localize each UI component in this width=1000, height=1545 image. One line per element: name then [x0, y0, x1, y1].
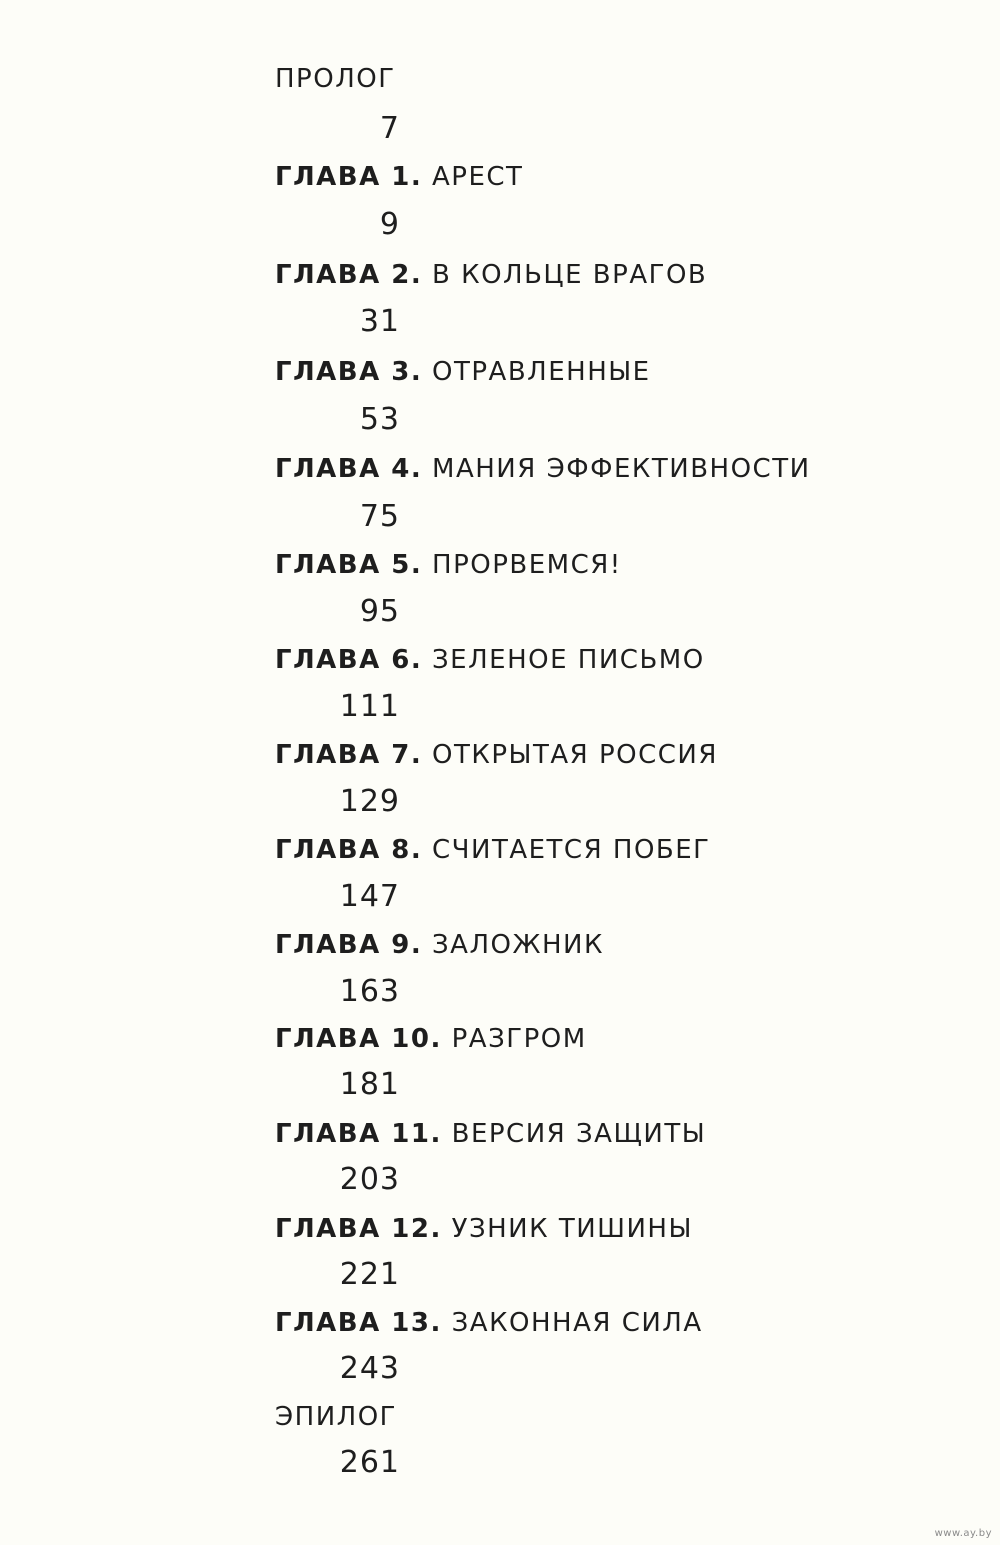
toc-entry-page-epilogue: 261 — [339, 1445, 400, 1480]
toc-entry-title-11[interactable] — [275, 1117, 706, 1151]
toc-entry-title-4[interactable] — [275, 452, 811, 486]
toc-entry-title-1[interactable] — [275, 160, 523, 194]
toc-entry-title-5[interactable] — [275, 548, 622, 582]
watermark: www.ay.by — [934, 1528, 992, 1539]
toc-entry-title-10[interactable] — [275, 1022, 587, 1056]
toc-entry-title-6[interactable] — [275, 643, 705, 677]
chapter-number: ГЛАВА 10. — [275, 1024, 442, 1054]
chapter-title: ОТКРЫТАЯ РОССИЯ — [422, 740, 718, 770]
toc-entry-title-12[interactable] — [275, 1212, 693, 1246]
chapter-number: ГЛАВА 2. — [275, 260, 423, 290]
chapter-number: ГЛАВА 4. — [275, 454, 423, 484]
chapter-title: ЗЕЛЕНОЕ ПИСЬМО — [422, 645, 705, 675]
toc-entry-page-12: 221 — [339, 1257, 400, 1292]
chapter-title: АРЕСТ — [422, 162, 524, 192]
chapter-title: ЗАКОННАЯ СИЛА — [441, 1308, 703, 1338]
chapter-number: ГЛАВА 12. — [275, 1214, 442, 1244]
toc-entry-title-8[interactable] — [275, 833, 711, 867]
chapter-number: ГЛАВА 7. — [275, 740, 423, 770]
chapter-title: МАНИЯ ЭФФЕКТИВНОСТИ — [422, 454, 811, 484]
chapter-title: В КОЛЬЦЕ ВРАГОВ — [422, 260, 708, 290]
toc-entry-page-11: 203 — [339, 1162, 400, 1197]
toc-entry-title-prologue[interactable] — [275, 62, 396, 96]
toc-entry-page-10: 181 — [339, 1067, 400, 1102]
toc-entry-page-13: 243 — [339, 1351, 400, 1386]
chapter-number: ГЛАВА 9. — [275, 930, 423, 960]
chapter-title: ЗАЛОЖНИК — [422, 930, 604, 960]
chapter-number: ГЛАВА 11. — [275, 1119, 442, 1149]
chapter-number: ГЛАВА 5. — [275, 550, 423, 580]
chapter-title: ОТРАВЛЕННЫЕ — [422, 357, 651, 387]
chapter-title: ВЕРСИЯ ЗАЩИТЫ — [441, 1119, 707, 1149]
toc-entry-page-8: 147 — [339, 879, 400, 914]
toc-entry-page-7: 129 — [339, 784, 400, 819]
chapter-number: ГЛАВА 8. — [275, 835, 423, 865]
toc-entry-title-epilogue[interactable] — [275, 1400, 397, 1434]
chapter-number: ГЛАВА 1. — [275, 162, 423, 192]
toc-entry-title-2[interactable] — [275, 258, 707, 292]
toc-entry-page-6: 111 — [339, 689, 400, 724]
toc-entry-page-3: 53 — [359, 402, 400, 437]
toc-entry-title-3[interactable] — [275, 355, 651, 389]
toc-entry-page-2: 31 — [359, 304, 400, 339]
chapter-title: РАЗГРОМ — [441, 1024, 587, 1054]
toc-entry-title-9[interactable] — [275, 928, 604, 962]
toc-entry-page-4: 75 — [359, 499, 400, 534]
toc-entry-page-9: 163 — [339, 974, 400, 1009]
toc-entry-page-5: 95 — [359, 594, 400, 629]
chapter-number: ГЛАВА 13. — [275, 1308, 442, 1338]
toc-entry-page-prologue: 7 — [379, 111, 400, 146]
toc-entry-title-13[interactable] — [275, 1306, 703, 1340]
chapter-title: СЧИТАЕТСЯ ПОБЕГ — [422, 835, 711, 865]
chapter-title: ПРОЛОГ — [275, 64, 396, 94]
chapter-title: ПРОРВЕМСЯ! — [422, 550, 622, 580]
chapter-title: ЭПИЛОГ — [275, 1402, 398, 1432]
chapter-title: УЗНИК ТИШИНЫ — [441, 1214, 693, 1244]
toc-entry-title-7[interactable] — [275, 738, 718, 772]
toc-entry-page-1: 9 — [379, 207, 400, 242]
chapter-number: ГЛАВА 6. — [275, 645, 423, 675]
chapter-number: ГЛАВА 3. — [275, 357, 423, 387]
